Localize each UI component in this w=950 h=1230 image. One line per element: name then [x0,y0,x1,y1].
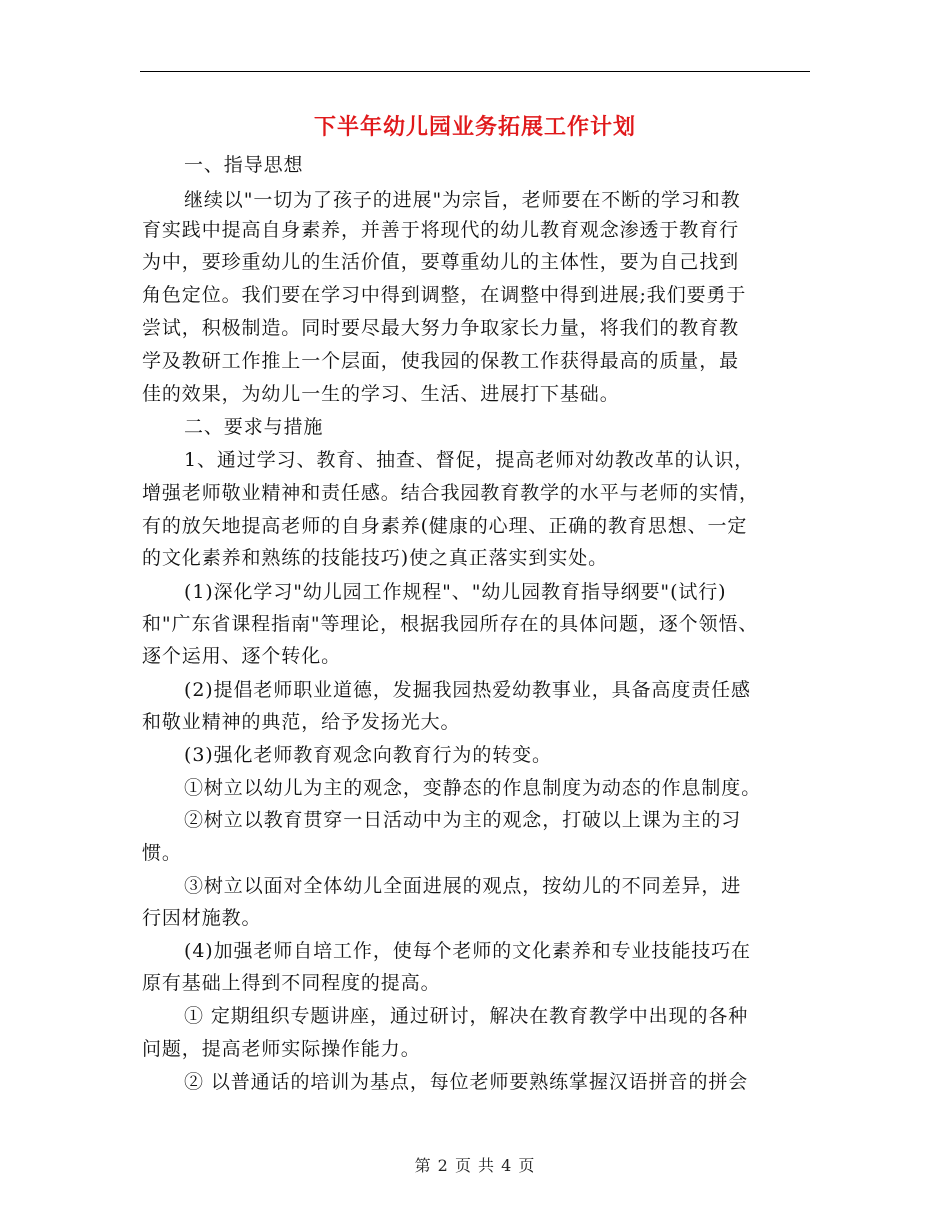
paragraph-line: (2)提倡老师职业道德，发掘我园热爱幼教事业，具备高度责任感 [184,679,751,701]
paragraph-line: 逐个运用、逐个转化。 [142,645,342,667]
paragraph-line: 育实践中提高自身素养，并善于将现代的幼儿教育观念渗透于教育行 [142,219,740,241]
paragraph-line: 问题，提高老师实际操作能力。 [142,1038,421,1060]
paragraph-line: 角色定位。我们要在学习中得到调整，在调整中得到进展;我们要勇于 [142,284,747,306]
paragraph-line: 惯。 [142,842,182,864]
paragraph-line: 原有基础上得到不同程度的提高。 [142,972,441,994]
paragraph-line: 佳的效果，为幼儿一生的学习、生活、进展打下基础。 [142,383,620,405]
paragraph-line: ① 定期组织专题讲座，通过研讨，解决在教育教学中出现的各种 [184,1005,749,1027]
paragraph-line: (3)强化老师教育观念向教育行为的转变。 [184,744,552,766]
paragraph-line: 增强老师敬业精神和责任感。结合我园教育教学的水平与老师的实情， [142,482,759,504]
section-heading-guiding-thought: 一、指导思想 [184,154,304,176]
paragraph-line: 继续以"一切为了孩子的进展"为宗旨，老师要在不断的学习和教 [184,189,741,211]
paragraph-line: 的文化素养和熟练的技能技巧)使之真正落实到实处。 [142,547,609,569]
paragraph-line: 1、通过学习、教育、抽查、督促，提高老师对幼教改革的认识， [184,449,755,471]
page-number-footer: 第 2 页 共 4 页 [414,1156,536,1175]
paragraph-line: 和敬业精神的典范，给予发扬光大。 [142,711,461,733]
section-heading-requirements: 二、要求与措施 [184,416,324,438]
paragraph-line: ②树立以教育贯穿一日活动中为主的观念，打破以上课为主的习 [184,809,742,831]
paragraph-line: ③树立以面对全体幼儿全面进展的观点，按幼儿的不同差异，进 [184,875,742,897]
paragraph-line: ①树立以幼儿为主的观念，变静态的作息制度为动态的作息制度。 [184,777,762,799]
paragraph-line: 为中，要珍重幼儿的生活价值，要尊重幼儿的主体性，要为自己找到 [142,251,740,273]
header-rule [140,71,810,72]
paragraph-line: (4)加强老师自培工作，使每个老师的文化素养和专业技能技巧在 [184,940,751,962]
paragraph-line: 尝试，积极制造。同时要尽最大努力争取家长力量，将我们的教育教 [142,317,740,339]
paragraph-line: 和"广东省课程指南"等理论，根据我园所存在的具体问题，逐个领悟、 [142,613,759,635]
document-title: 下半年幼儿园业务拓展工作计划 [313,114,636,140]
paragraph-line: 行因材施教。 [142,907,262,929]
paragraph-line: 学及教研工作推上一个层面，使我园的保教工作获得最高的质量，最 [142,350,740,372]
paragraph-line: (1)深化学习"幼儿园工作规程"、"幼儿园教育指导纲要"(试行) [184,581,727,603]
paragraph-line: ② 以普通话的培训为基点，每位老师要熟练掌握汉语拼音的拼会 [184,1071,749,1093]
paragraph-line: 有的放矢地提高老师的自身素养(健康的心理、正确的教育思想、一定 [142,515,748,537]
